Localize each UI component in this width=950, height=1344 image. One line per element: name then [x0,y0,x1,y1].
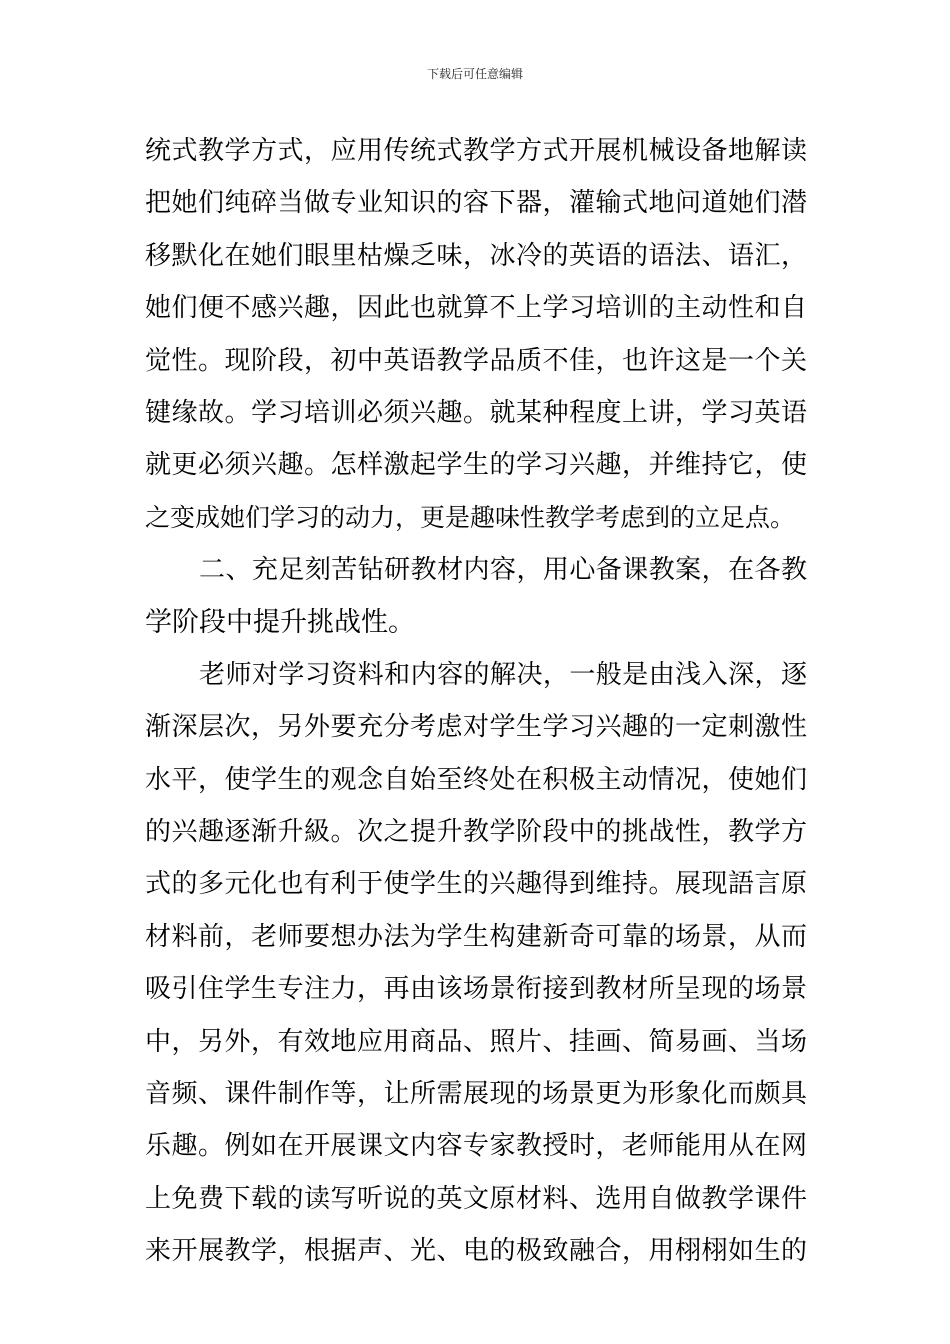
body-line: 就更必须兴趣。怎样激起学生的学习兴趣，并维持它，使 [145,450,807,481]
body-line: 统式教学方式，应用传统式教学方式开展机械设备地解读 [145,136,807,166]
body-line: 渐深层次，另外要充分考虑对学生学习兴趣的一定刺激性 [145,712,807,743]
section-heading-line: 学阶段中提升挑战性。 [145,606,415,638]
body-line: 她们便不感兴趣，因此也就算不上学习培训的主动性和自 [145,293,807,324]
body-line: 上免费下载的读写听说的英文原材料、选用自做教学课件 [145,1183,807,1214]
section-heading-line: 二、充足刻苦钻研教材内容，用心备课教案，在各教 [199,555,807,586]
body-line: 之变成她们学习的动力，更是趣味性教学考虑到的立足点。 [145,502,796,532]
body-line: 音频、课件制作等，让所需展现的场景更为形象化而颇具 [145,1079,807,1110]
body-line: 把她们纯碎当做专业知识的容下器，灌输式地问道她们潜 [145,188,807,219]
body-line: 键缘故。学习培训必须兴趣。就某种程度上讲，学习英语 [145,397,807,428]
body-line: 乐趣。例如在开展课文内容专家教授时，老师能用从在网 [145,1131,807,1162]
body-line: 中，另外，有效地应用商品、照片、挂画、简易画、当场 [145,1026,807,1057]
body-line: 式的多元化也有利于使学生的兴趣得到维持。展现語言原 [145,869,807,900]
body-line: 老师对学习资料和内容的解决，一般是由浅入深，逐 [199,659,807,690]
body-line: 的兴趣逐渐升級。次之提升教学阶段中的挑战性，教学方 [145,817,807,848]
body-line: 水平，使学生的观念自始至终处在积极主动情况，使她们 [145,764,807,795]
page-header: 下载后可任意编辑 [426,67,523,81]
body-line: 觉性。现阶段，初中英语教学品质不佳，也许这是一个关 [145,345,807,376]
body-line: 材料前，老师要想办法为学生构建新奇可靠的场景，从而 [145,921,807,952]
body-line: 吸引住学生专注力，再由该场景衔接到教材所呈现的场景 [145,974,807,1005]
document-body [145,125,807,1278]
body-line: 来开展教学，根据声、光、电的极致融合，用栩栩如生的 [145,1236,807,1267]
body-line: 移默化在她们眼里枯燥乏味，冰冷的英语的语法、语汇， [145,240,807,271]
